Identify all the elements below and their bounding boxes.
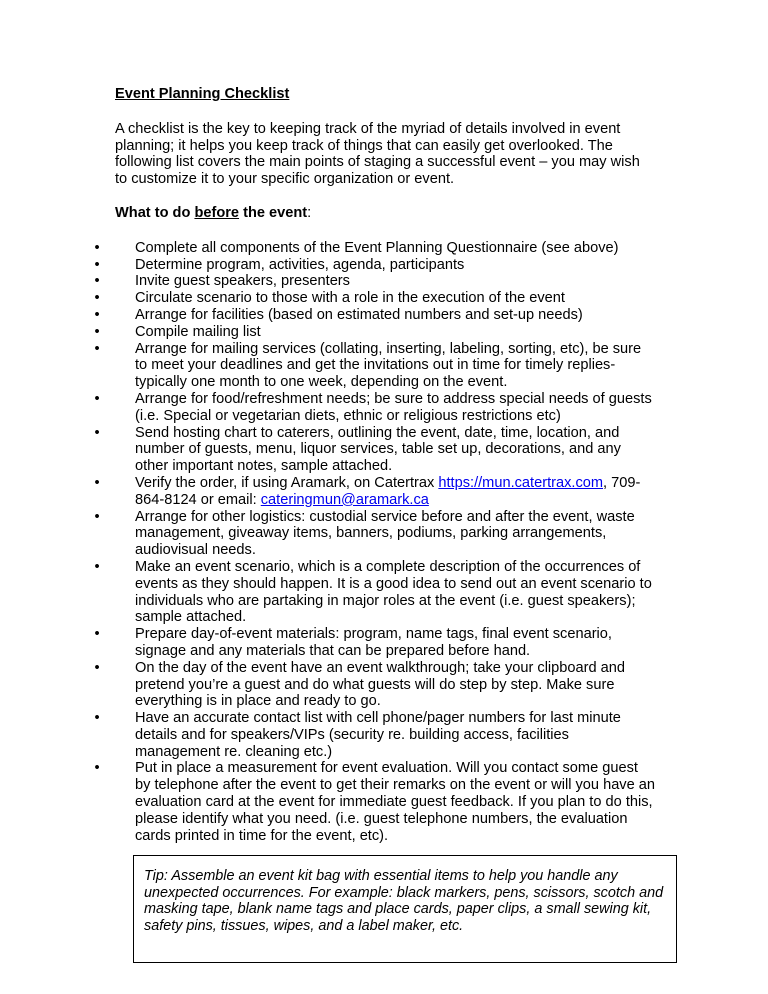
bullet-icon: •	[94, 256, 100, 273]
list-item-text: Arrange for facilities (based on estimated numbers and set-up needs)	[135, 306, 583, 323]
catering-email-link[interactable]: cateringmun@aramark.ca	[260, 491, 429, 508]
list-item-text: Determine program, activities, agenda, participants	[135, 256, 465, 273]
section-heading	[115, 205, 655, 222]
list-item-text: Complete all components of the Event Planning Questionnaire (see above)	[135, 239, 619, 256]
list-item-text: Circulate scenario to those with a role in the execution of the event	[135, 290, 565, 307]
list-item	[94, 390, 655, 425]
document-page	[94, 86, 656, 844]
list-item-text: Prepare day-of-event materials: program, name tags, final event scenario, signage and any materials that can be prepared before hand.	[135, 626, 612, 659]
list-item	[94, 239, 655, 257]
list-item	[94, 323, 655, 341]
list-item-text: , 709-864-8124 or email:	[135, 474, 641, 508]
bullet-icon: •	[94, 390, 100, 407]
bullet-icon: •	[94, 508, 100, 525]
list-item-text: Invite guest speakers, presenters	[135, 273, 350, 290]
list-item-text: Make an event scenario, which is a complete description of the occurrences of events as they should happen. It is a good idea to send out an event scenario to individuals who are partaking in major roles at the event (i.e. guest speakers); sample attached.	[135, 558, 652, 626]
list-item-text: Verify the order, if using Aramark, on Catertrax	[135, 474, 439, 491]
list-item-text: Arrange for other logistics: custodial service before and after the event, waste management, giveaway items, banners, podiums, parking arrangements, audiovisual needs.	[135, 508, 635, 559]
catertrax-link[interactable]: https://mun.catertrax.com	[438, 474, 604, 491]
bullet-icon: •	[94, 239, 100, 256]
bullet-icon: •	[94, 306, 100, 323]
list-item	[94, 306, 655, 324]
list-item	[94, 290, 655, 307]
list-item	[94, 273, 655, 290]
tip-box	[133, 855, 677, 963]
bullet-icon: •	[94, 558, 100, 575]
section-heading-prefix: What to do	[115, 204, 195, 221]
list-item	[94, 340, 655, 391]
bullet-icon: •	[94, 659, 100, 676]
list-item-verify-order	[94, 474, 655, 509]
list-item	[94, 710, 655, 760]
tip-text: Tip: Assemble an event kit bag with essential items to help you handle any unexpected occurrences. For example: black markers, pens, scissors, scotch and masking tape, blank name tags and place cards, paper clips, a small sewing kit, safety pins, tissues, wipes, and a label maker, etc.	[144, 868, 664, 934]
bullet-icon: •	[94, 273, 100, 290]
list-item	[94, 256, 655, 274]
list-item-text: Put in place a measurement for event evaluation. Will you contact some guest by telephone after the event to get their remarks on the event or will you have an evaluation card at the event for immediate guest feedback. If you plan to do this, please identify what you need. (i.e. guest telephone numbers, the evaluation cards printed in time for the event, etc).	[135, 760, 656, 844]
bullet-icon: •	[94, 424, 100, 441]
bullet-icon: •	[94, 710, 100, 727]
list-item-text: Have an accurate contact list with cell phone/pager numbers for last minute details and for speakers/VIPs (security re. building access, facilities management re. cleaning etc.)	[135, 710, 621, 760]
list-item-text: Send hosting chart to caterers, outlining the event, date, time, location, and number of guests, menu, liquor services, table set up, decorations, and any other important notes, sample attached.	[135, 424, 621, 475]
list-item-text: On the day of the event have an event walkthrough; take your clipboard and pretend you’re a guest and do what guests will do step by step. Make sure everything is in place and ready to go.	[135, 659, 626, 710]
section-heading-suffix: the event	[239, 204, 308, 221]
list-item-text: Arrange for mailing services (collating, inserting, labeling, sorting, etc), be sure to meet your deadlines and get the invitations out in time for timely replies- typically one month to one week, depending on the event.	[135, 340, 642, 391]
list-item-text: Arrange for food/refreshment needs; be sure to address special needs of guests (i.e. Special or vegetarian diets, ethnic or religious restrictions etc)	[135, 390, 652, 424]
bullet-icon: •	[94, 474, 100, 491]
list-item	[94, 558, 655, 626]
bullet-icon: •	[94, 626, 100, 643]
list-item	[94, 760, 656, 844]
list-item	[94, 508, 655, 559]
bullet-icon: •	[94, 323, 100, 340]
bullet-icon: •	[94, 290, 100, 307]
list-item	[94, 626, 655, 660]
section-heading-emphasis: before	[194, 204, 240, 221]
bullet-icon: •	[94, 760, 100, 777]
document-title: Event Planning Checklist	[115, 86, 290, 102]
section-heading-colon: :	[307, 204, 312, 221]
intro-paragraph: A checklist is the key to keeping track of the myriad of details involved in event planning; it helps you keep track of things that can easily get overlooked. The following list covers the main points of staging a successful event – you may wish to customize it to your specific organization or event.	[115, 120, 640, 188]
list-item	[94, 424, 655, 475]
checklist	[94, 239, 656, 845]
bullet-icon: •	[94, 340, 100, 357]
list-item-text: Compile mailing list	[135, 323, 261, 340]
list-item	[94, 659, 655, 710]
